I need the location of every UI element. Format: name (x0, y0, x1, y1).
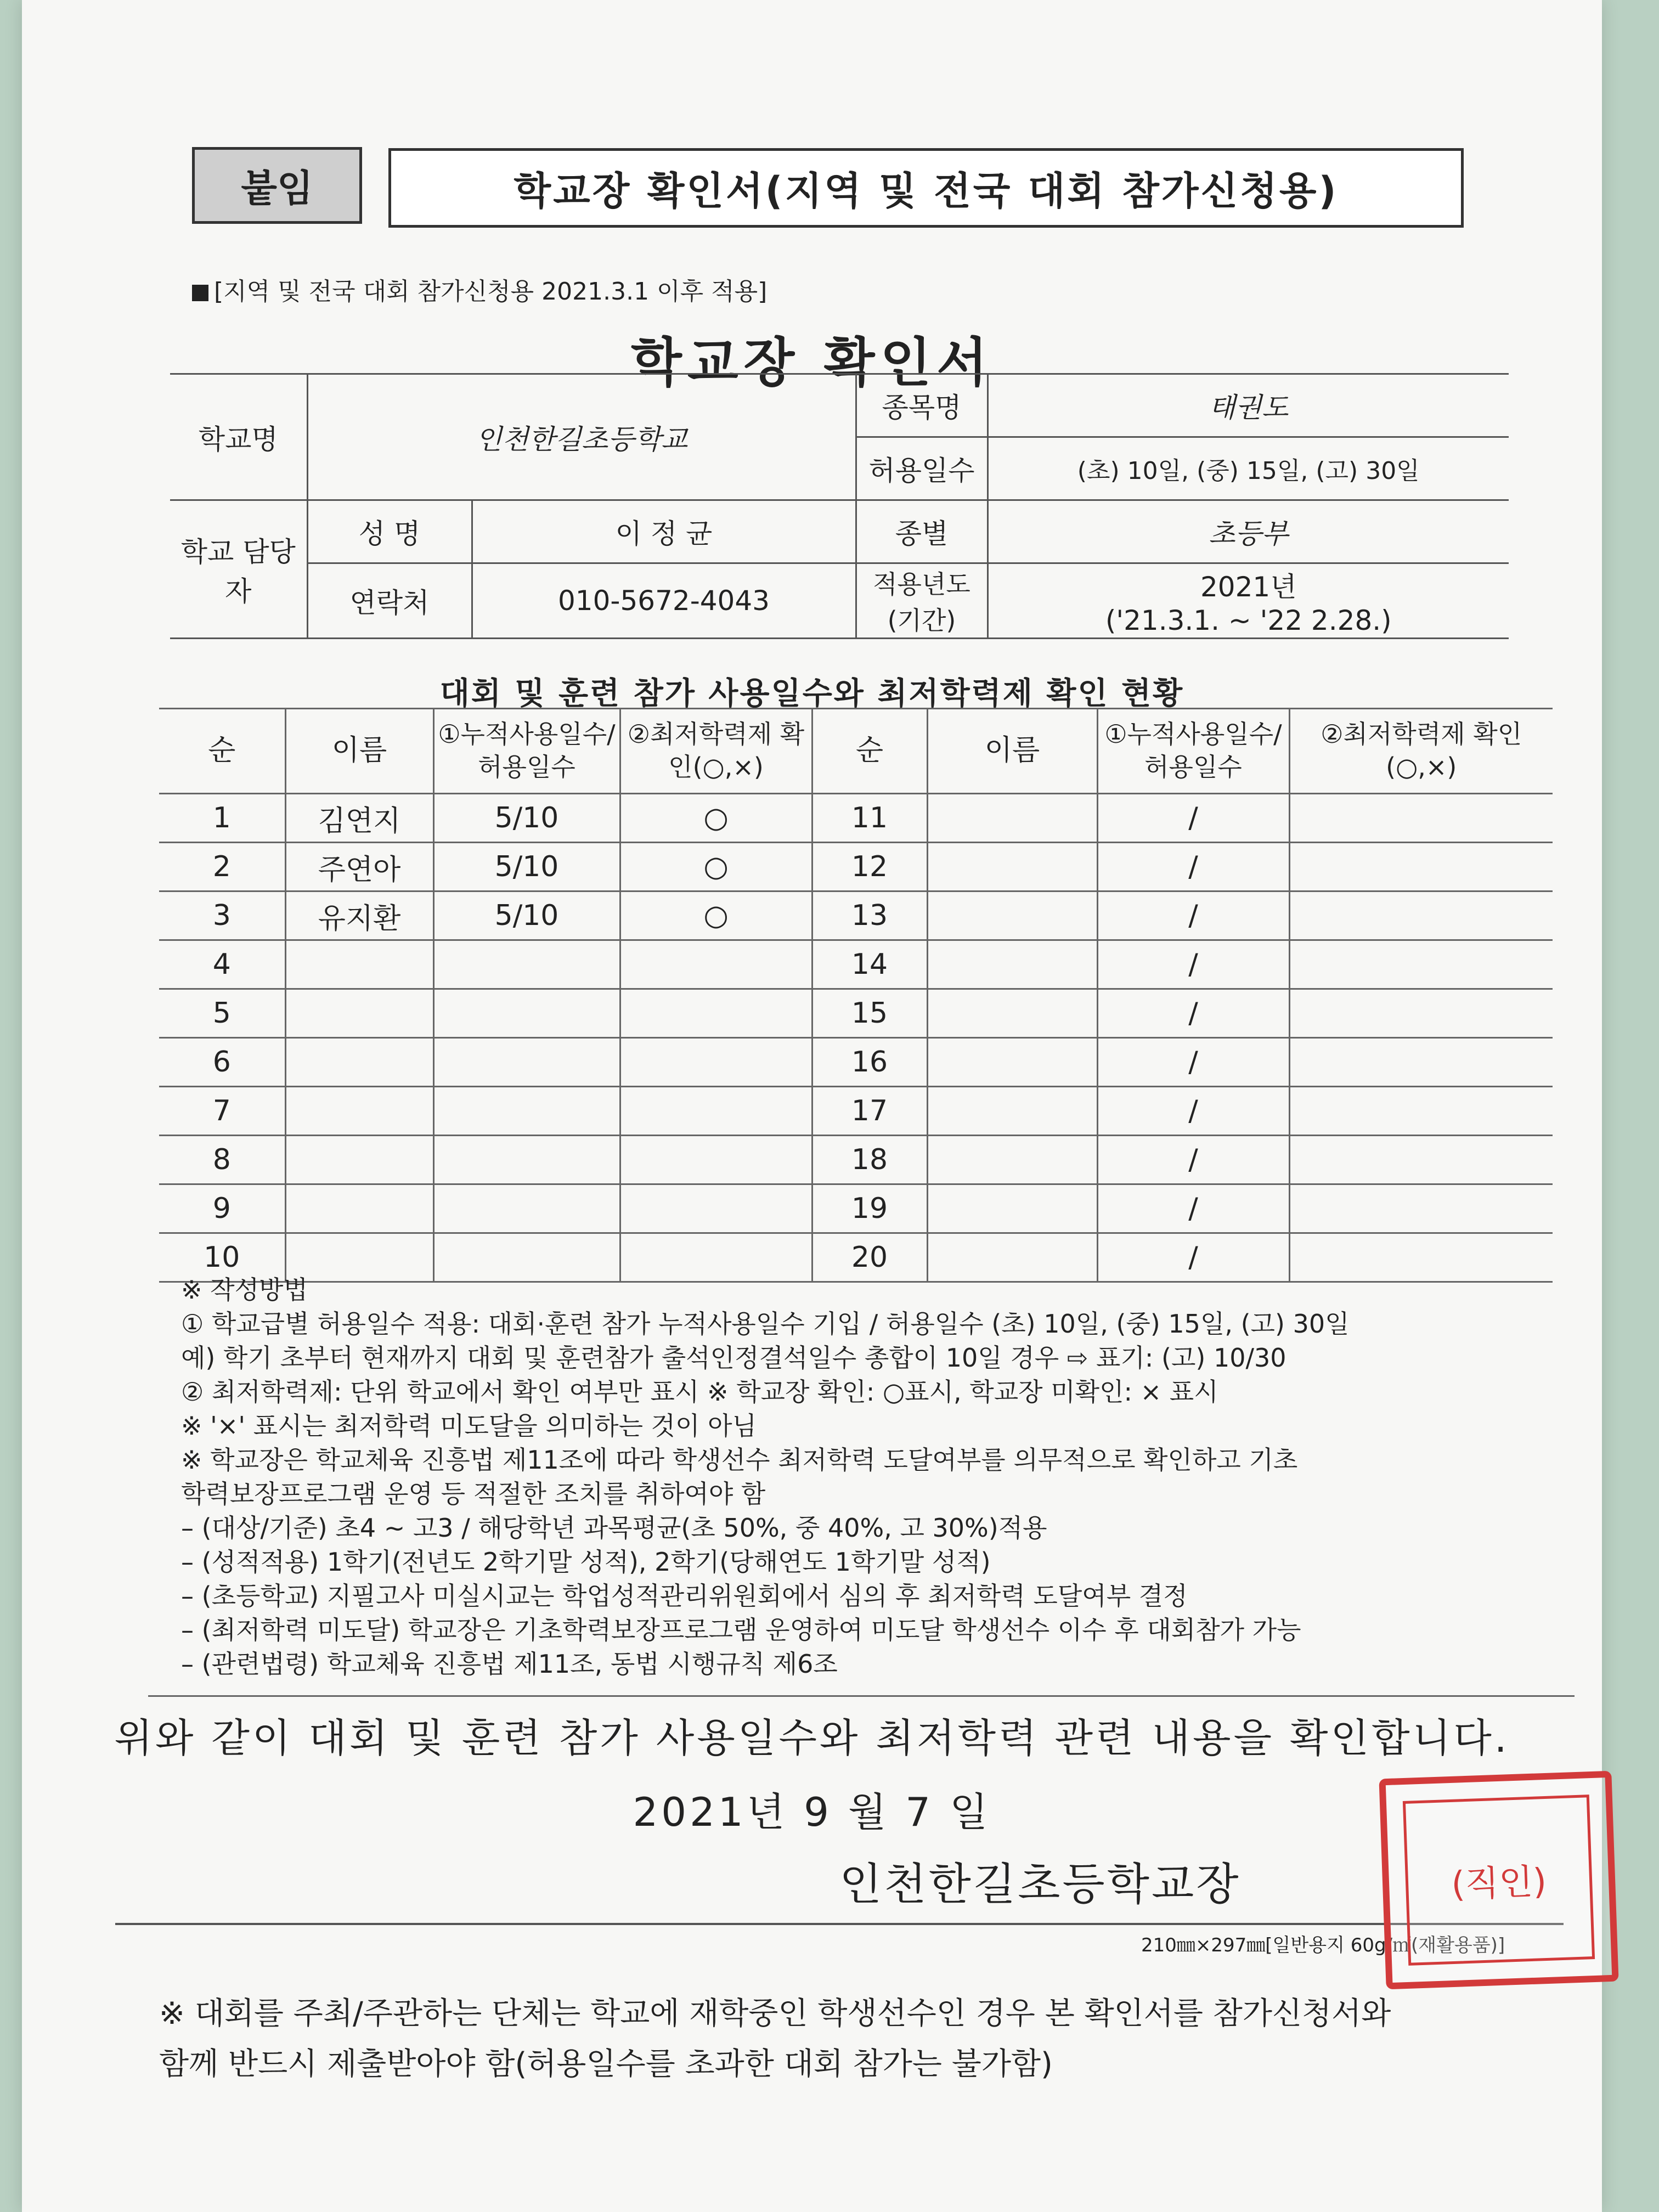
header-no-right: 순 (812, 709, 927, 794)
table-row (159, 1136, 1553, 1184)
note-line: 학력보장프로그램 운영 등 적절한 조치를 취하여야 함 (181, 1479, 766, 1509)
row-name-right (927, 1136, 1097, 1184)
sport-label: 종목명 (856, 374, 988, 437)
row-check-right (1289, 940, 1553, 989)
table-row (159, 843, 1553, 891)
row-no: 3 (159, 891, 285, 940)
row-name (285, 989, 433, 1038)
divider (148, 1695, 1575, 1697)
header-name-right: 이름 (927, 709, 1097, 794)
header-check: ②최저학력제 확인(○,×) (620, 709, 812, 794)
confirmation-statement: 위와 같이 대회 및 훈련 참가 사용일수와 최저학력 관련 내용을 확인합니다. (114, 1715, 1510, 1761)
row-name-right (927, 891, 1097, 940)
paper-spec: 210㎜×297㎜[일반용지 60g/㎡(재활용품)] (1141, 1934, 1505, 1956)
divider (115, 1923, 1564, 1925)
row-name: 주연아 (285, 843, 433, 891)
row-check: ○ (620, 891, 812, 940)
document-paper (22, 0, 1602, 2212)
info-table (170, 373, 1509, 639)
row-days-right: / (1097, 1233, 1289, 1282)
row-days-right: / (1097, 794, 1289, 843)
row-days-right: / (1097, 1087, 1289, 1136)
row-no-right: 19 (812, 1184, 927, 1233)
header-check-right: ②최저학력제 확인(○,×) (1289, 709, 1553, 794)
name-value: 이 정 균 (472, 500, 856, 563)
contact-value: 010-5672-4043 (472, 563, 856, 639)
row-days-right: / (1097, 843, 1289, 891)
row-name-right (927, 989, 1097, 1038)
applicability-note-text: [지역 및 전국 대회 참가신청용 2021.3.1 이후 적용] (214, 278, 768, 306)
row-check-right (1289, 1087, 1553, 1136)
row-days: 5/10 (433, 794, 620, 843)
square-bullet-icon (192, 285, 208, 301)
note-line: – (최저학력 미도달) 학교장은 기초학력보장프로그램 운영하여 미도달 학생선수 이수 후 대회참가 가능 (181, 1615, 1301, 1645)
row-no-right: 16 (812, 1038, 927, 1087)
category-label: 종별 (856, 500, 988, 563)
row-no: 6 (159, 1038, 285, 1087)
row-days (433, 1087, 620, 1136)
row-name: 김연지 (285, 794, 433, 843)
table-row (159, 1038, 1553, 1087)
header-days-right: ①누적사용일수/허용일수 (1097, 709, 1289, 794)
row-days (433, 940, 620, 989)
row-days (433, 989, 620, 1038)
row-name-right (927, 794, 1097, 843)
category-value: 초등부 (988, 500, 1509, 563)
row-check-right (1289, 1136, 1553, 1184)
row-no-right: 12 (812, 843, 927, 891)
row-name (285, 1136, 433, 1184)
note-line: – (대상/기준) 초4 ~ 고3 / 해당학년 과목평균(초 50%, 중 40%, 고 30%)적용 (181, 1513, 1047, 1543)
note-line: – (초등학교) 지필고사 미실시교는 학업성적관리위원회에서 심의 후 최저학력 도달여부 결정 (181, 1581, 1188, 1611)
sport-value: 태권도 (988, 374, 1509, 437)
row-days: 5/10 (433, 891, 620, 940)
note-line: – (관련법령) 학교체육 진흥법 제11조, 동법 시행규칙 제6조 (181, 1649, 838, 1679)
row-no-right: 13 (812, 891, 927, 940)
header-days: ①누적사용일수/허용일수 (433, 709, 620, 794)
name-label: 성 명 (307, 500, 472, 563)
row-check: ○ (620, 843, 812, 891)
row-name-right (927, 843, 1097, 891)
row-days (433, 1038, 620, 1087)
row-check-right (1289, 989, 1553, 1038)
principal-name: 인천한길초등학교장 (839, 1859, 1241, 1910)
attachment-label (192, 147, 362, 224)
allowed-days-label: 허용일수 (856, 437, 988, 500)
status-table (159, 708, 1553, 1283)
row-days (433, 1136, 620, 1184)
manager-label: 학교 담당자 (170, 500, 307, 639)
row-check (620, 989, 812, 1038)
note-line: ① 학교급별 허용일수 적용: 대회·훈련 참가 누적사용일수 기입 / 허용일수 (초) 10일, (중) 15일, (고) 30일 (181, 1309, 1350, 1339)
row-check (620, 1087, 812, 1136)
main-heading (388, 148, 1464, 228)
table-row (159, 1087, 1553, 1136)
row-days-right: / (1097, 1136, 1289, 1184)
school-label: 학교명 (170, 374, 307, 500)
note-line: 예) 학기 초부터 현재까지 대회 및 훈련참가 출석인정결석일수 총합이 10일 경우 ⇨ 표기: (고) 10/30 (181, 1343, 1286, 1373)
row-no-right: 18 (812, 1136, 927, 1184)
footer-note (159, 1989, 1391, 2090)
row-days-right: / (1097, 1184, 1289, 1233)
row-no: 10 (159, 1233, 285, 1282)
note-line: ※ 작성방법 (181, 1275, 308, 1305)
row-no: 1 (159, 794, 285, 843)
row-check-right (1289, 794, 1553, 843)
row-no-right: 11 (812, 794, 927, 843)
table-row (159, 940, 1553, 989)
main-heading-text: 학교장 확인서(지역 및 전국 대회 참가신청용) (514, 168, 1339, 213)
row-name (285, 1184, 433, 1233)
header-no: 순 (159, 709, 285, 794)
row-check-right (1289, 891, 1553, 940)
row-name-right (927, 940, 1097, 989)
note-line: ※ 학교장은 학교체육 진흥법 제11조에 따라 학생선수 최저학력 도달여부를 의무적으로 확인하고 기초 (181, 1445, 1298, 1475)
document-title: 학교장 확인서 (631, 332, 993, 393)
row-no-right: 14 (812, 940, 927, 989)
row-no: 7 (159, 1087, 285, 1136)
row-name (285, 940, 433, 989)
row-no: 8 (159, 1136, 285, 1184)
row-days-right: / (1097, 891, 1289, 940)
row-days-right: / (1097, 940, 1289, 989)
row-days (433, 1184, 620, 1233)
row-no: 9 (159, 1184, 285, 1233)
header-name: 이름 (285, 709, 433, 794)
issue-date: 2021년 9 월 7 일 (633, 1789, 991, 1835)
note-line: ※ '×' 표시는 최저학력 미도달을 의미하는 것이 아님 (181, 1411, 757, 1441)
row-check-right (1289, 1038, 1553, 1087)
year-value-line2: ('21.3.1. ~ '22 2.28.) (1105, 605, 1392, 636)
row-check: ○ (620, 794, 812, 843)
row-name-right (927, 1038, 1097, 1087)
row-check (620, 1038, 812, 1087)
school-value: 인천한길초등학교 (307, 374, 856, 500)
footer-line: 함께 반드시 제출받아야 함(허용일수를 초과한 대회 참가는 불가함) (159, 2046, 1053, 2082)
row-name-right (927, 1184, 1097, 1233)
row-check (620, 1184, 812, 1233)
row-check (620, 940, 812, 989)
row-check (620, 1136, 812, 1184)
row-no-right: 15 (812, 989, 927, 1038)
status-title: 대회 및 훈련 참가 사용일수와 최저학력제 확인 현황 (439, 676, 1184, 712)
footer-line: ※ 대회를 주최/주관하는 단체는 학교에 재학중인 학생선수인 경우 본 확인서를 참가신청서와 (159, 1996, 1391, 2032)
year-value-line1: 2021년 (1200, 571, 1297, 603)
row-check-right (1289, 1184, 1553, 1233)
row-name (285, 1087, 433, 1136)
row-days-right: / (1097, 989, 1289, 1038)
attachment-text: 붙임 (241, 167, 313, 211)
seal-text: (직인) (1451, 1861, 1548, 1906)
table-row (159, 891, 1553, 940)
table-row (159, 989, 1553, 1038)
row-name: 유지환 (285, 891, 433, 940)
table-row (159, 1184, 1553, 1233)
contact-label: 연락처 (307, 563, 472, 639)
applicability-note (192, 272, 767, 307)
instructions (181, 1273, 1350, 1681)
row-name (285, 1038, 433, 1087)
year-value (988, 563, 1509, 639)
note-line: ② 최저학력제: 단위 학교에서 확인 여부만 표시 ※ 학교장 확인: ○표시, 학교장 미확인: × 표시 (181, 1377, 1218, 1407)
seal-inner (1403, 1795, 1595, 1966)
row-no: 4 (159, 940, 285, 989)
row-no-right: 17 (812, 1087, 927, 1136)
row-no: 5 (159, 989, 285, 1038)
row-no: 2 (159, 843, 285, 891)
table-row (159, 794, 1553, 843)
row-check-right (1289, 843, 1553, 891)
row-no-right: 20 (812, 1233, 927, 1282)
note-line: – (성적적용) 1학기(전년도 2학기말 성적), 2학기(당해연도 1학기말 성적) (181, 1547, 991, 1577)
row-name-right (927, 1087, 1097, 1136)
row-days: 5/10 (433, 843, 620, 891)
year-label: 적용년도 (기간) (856, 563, 988, 639)
allowed-days-value: (초) 10일, (중) 15일, (고) 30일 (988, 437, 1509, 500)
official-seal (1379, 1771, 1618, 1990)
row-days-right: / (1097, 1038, 1289, 1087)
